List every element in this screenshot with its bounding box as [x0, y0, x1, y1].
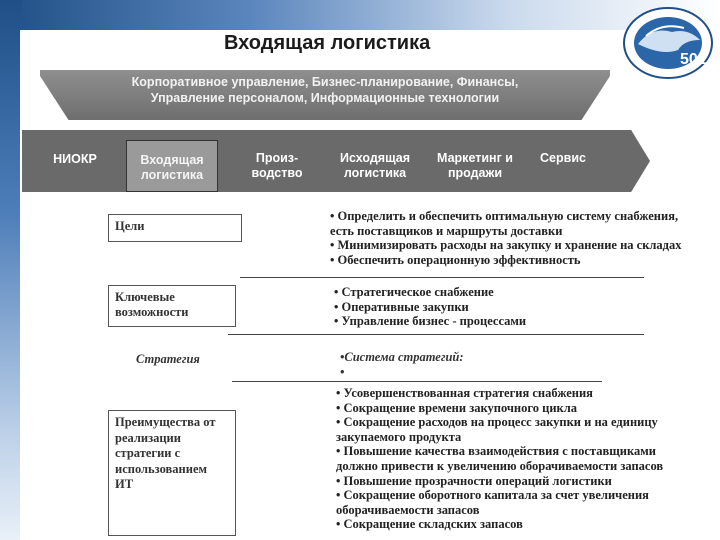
- chain-item-service: Сервис: [540, 151, 586, 165]
- benefits-label-line: ИТ: [115, 477, 134, 491]
- list-item: должно привести к увеличению оборачиваемости запасов: [336, 458, 664, 473]
- strategy-line-2: •: [340, 365, 345, 379]
- header-band: [0, 0, 720, 34]
- corporate-line-2: Управление персоналом, Информационные технологии: [150, 91, 500, 105]
- list-item: • Управление бизнес - процессами: [334, 314, 527, 329]
- list-item: • Определить и обеспечить оптимальную систему снабжения,: [330, 209, 679, 223]
- divider: [232, 381, 602, 382]
- list-item: • Повышение прозрачности операций логистики: [336, 473, 612, 488]
- goals-label: Цели: [108, 214, 242, 242]
- list-item: оборачиваемости запасов: [336, 502, 480, 517]
- divider: [240, 277, 644, 278]
- list-item: • Оперативные закупки: [334, 299, 469, 314]
- capabilities-label: Ключевые возможности: [108, 285, 236, 327]
- goals-list: [330, 209, 710, 267]
- corporate-text: [90, 74, 560, 106]
- list-item: • Сокращение складских запасов: [336, 517, 523, 532]
- list-item: • Повышение качества взаимодействия с поставщиками: [336, 444, 656, 459]
- list-item: • Сокращение времени закупочного цикла: [336, 400, 577, 415]
- chain-item-niokr: НИОКР: [53, 152, 97, 166]
- corporate-line-1: Корпоративное управление, Бизнес-планирование, Финансы,: [131, 75, 519, 89]
- chain-item-inbound-logistics: Входящая логистика: [126, 140, 218, 192]
- chain-item-marketing-sales: Маркетинг и продажи: [437, 151, 513, 180]
- chain-item-production: Произ-водство: [251, 151, 303, 180]
- page-title: Входящая логистика: [224, 32, 431, 54]
- strategy-text: [340, 350, 464, 380]
- logo-number: 501: [680, 51, 707, 68]
- list-item: есть поставщиков и маршруты доставки: [330, 223, 563, 238]
- list-item: • Сокращение расходов на процесс закупки и на единицу: [336, 415, 658, 430]
- list-item: • Усовершенствованная стратегия снабжения: [336, 386, 593, 400]
- list-item: • Сокращение оборотного капитала за счет увеличения: [336, 488, 649, 503]
- benefits-label-line: стратегии с: [115, 446, 181, 460]
- chain-item-outbound-logistics: Исходящая логистика: [339, 151, 411, 180]
- list-item: • Обеспечить операционную эффективность: [330, 252, 581, 267]
- capabilities-list: [334, 285, 694, 329]
- benefits-label-line: использованием: [115, 461, 208, 476]
- strategy-label: Стратегия: [136, 352, 200, 366]
- benefits-label: [108, 410, 236, 536]
- strategy-line-1: •Система стратегий:: [340, 350, 464, 364]
- list-item: • Минимизировать расходы на закупку и хранение на складах: [330, 238, 682, 253]
- list-item: закупаемого продукта: [336, 429, 462, 444]
- logo-emblem: [622, 6, 714, 80]
- benefits-label-line: реализации: [115, 430, 181, 445]
- divider: [228, 334, 644, 335]
- benefits-label-line: Преимущества от: [115, 415, 216, 429]
- list-item: • Стратегическое снабжение: [334, 285, 494, 299]
- left-decor-band: [0, 0, 22, 540]
- benefits-list: [336, 386, 706, 532]
